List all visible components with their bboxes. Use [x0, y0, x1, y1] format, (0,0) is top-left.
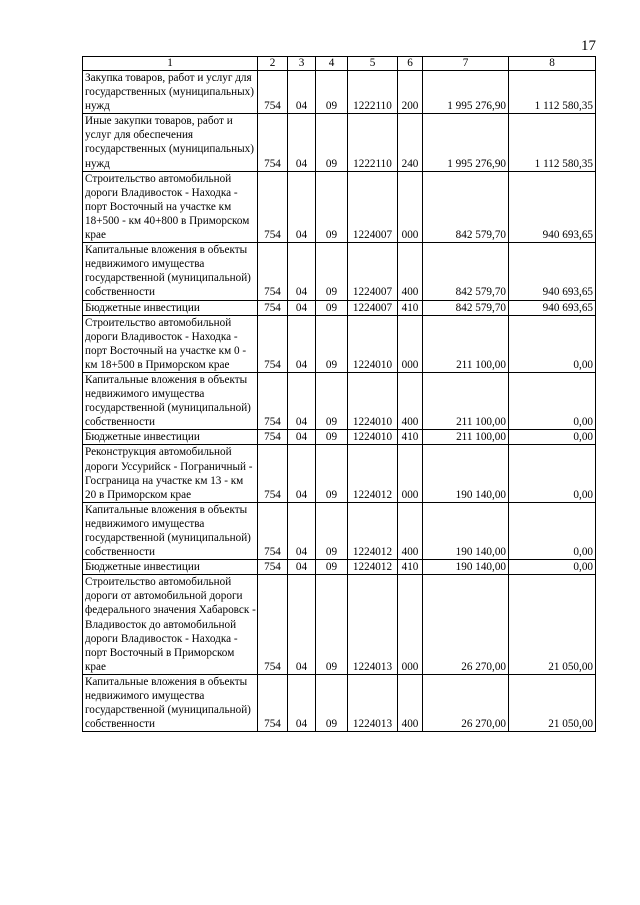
table-row [83, 315, 596, 372]
row-col6-cell: 400 [398, 243, 423, 300]
row-col5-cell: 1224007 [348, 300, 398, 315]
row-name-cell: Капитальные вложения в объекты недвижимого имущества государственной (муниципальной) собственности [83, 502, 258, 559]
row-col6-cell: 000 [398, 171, 423, 242]
row-col7-cell: 190 140,00 [423, 560, 509, 575]
row-col5-cell: 1224013 [348, 575, 398, 675]
row-col3-cell: 04 [288, 575, 316, 675]
row-col8-cell: 940 693,65 [509, 243, 596, 300]
row-col5-cell: 1224012 [348, 445, 398, 502]
row-col4-cell: 09 [316, 575, 348, 675]
header-cell: 6 [398, 57, 423, 71]
row-col7-cell: 1 995 276,90 [423, 114, 509, 171]
row-col4-cell: 09 [316, 300, 348, 315]
row-col4-cell: 09 [316, 71, 348, 114]
row-col5-cell: 1224013 [348, 674, 398, 731]
row-col2-cell: 754 [258, 560, 288, 575]
row-col7-cell: 211 100,00 [423, 315, 509, 372]
row-col3-cell: 04 [288, 114, 316, 171]
page-number: 17 [581, 38, 596, 54]
row-col3-cell: 04 [288, 300, 316, 315]
row-col2-cell: 754 [258, 372, 288, 429]
row-col5-cell: 1222110 [348, 114, 398, 171]
row-col7-cell: 26 270,00 [423, 575, 509, 675]
header-cell: 5 [348, 57, 398, 71]
row-col6-cell: 000 [398, 575, 423, 675]
row-name-cell: Закупка товаров, работ и услуг для государственных (муниципальных) нужд [83, 71, 258, 114]
row-col6-cell: 000 [398, 315, 423, 372]
row-col6-cell: 410 [398, 560, 423, 575]
row-col5-cell: 1222110 [348, 71, 398, 114]
budget-table [82, 56, 596, 732]
header-cell: 4 [316, 57, 348, 71]
row-name-cell: Капитальные вложения в объекты недвижимого имущества государственной (муниципальной) собственности [83, 372, 258, 429]
table-row [83, 502, 596, 559]
row-col5-cell: 1224010 [348, 430, 398, 445]
row-col7-cell: 842 579,70 [423, 243, 509, 300]
row-col2-cell: 754 [258, 243, 288, 300]
row-name-cell: Строительство автомобильной дороги Владивосток - Находка - порт Восточный на участке км 18+500 - км 40+800 в Приморском крае [83, 171, 258, 242]
row-name-cell: Бюджетные инвестиции [83, 430, 258, 445]
table-row [83, 300, 596, 315]
header-cell: 1 [83, 57, 258, 71]
table-row [83, 71, 596, 114]
row-col5-cell: 1224012 [348, 502, 398, 559]
table-row [83, 171, 596, 242]
row-col8-cell: 21 050,00 [509, 575, 596, 675]
row-name-cell: Капитальные вложения в объекты недвижимого имущества государственной (муниципальной) собственности [83, 243, 258, 300]
row-col7-cell: 842 579,70 [423, 300, 509, 315]
row-col5-cell: 1224007 [348, 171, 398, 242]
row-col6-cell: 410 [398, 300, 423, 315]
row-col4-cell: 09 [316, 560, 348, 575]
row-col4-cell: 09 [316, 372, 348, 429]
row-col3-cell: 04 [288, 502, 316, 559]
row-col7-cell: 26 270,00 [423, 674, 509, 731]
row-col3-cell: 04 [288, 674, 316, 731]
row-col4-cell: 09 [316, 243, 348, 300]
row-col4-cell: 09 [316, 171, 348, 242]
row-col2-cell: 754 [258, 502, 288, 559]
row-col6-cell: 240 [398, 114, 423, 171]
row-col2-cell: 754 [258, 674, 288, 731]
row-name-cell: Иные закупки товаров, работ и услуг для обеспечения государственных (муниципальных) нужд [83, 114, 258, 171]
row-col2-cell: 754 [258, 114, 288, 171]
row-col3-cell: 04 [288, 372, 316, 429]
table-row [83, 372, 596, 429]
table-row [83, 674, 596, 731]
header-cell: 2 [258, 57, 288, 71]
row-col7-cell: 211 100,00 [423, 372, 509, 429]
row-col3-cell: 04 [288, 243, 316, 300]
row-col3-cell: 04 [288, 560, 316, 575]
table-row [83, 445, 596, 502]
row-col5-cell: 1224010 [348, 315, 398, 372]
row-name-cell: Капитальные вложения в объекты недвижимого имущества государственной (муниципальной) собственности [83, 674, 258, 731]
row-col8-cell: 0,00 [509, 560, 596, 575]
row-col8-cell: 1 112 580,35 [509, 71, 596, 114]
row-col7-cell: 1 995 276,90 [423, 71, 509, 114]
row-col6-cell: 200 [398, 71, 423, 114]
row-col8-cell: 0,00 [509, 445, 596, 502]
row-col8-cell: 0,00 [509, 502, 596, 559]
table-row [83, 430, 596, 445]
header-cell: 7 [423, 57, 509, 71]
header-cell: 3 [288, 57, 316, 71]
row-col4-cell: 09 [316, 674, 348, 731]
row-col3-cell: 04 [288, 71, 316, 114]
row-col4-cell: 09 [316, 445, 348, 502]
row-name-cell: Бюджетные инвестиции [83, 300, 258, 315]
row-col6-cell: 000 [398, 445, 423, 502]
row-name-cell: Реконструкция автомобильной дороги Уссурийск - Пограничный - Госграница на участке км 13 - км 20 в Приморском крае [83, 445, 258, 502]
row-col8-cell: 940 693,65 [509, 171, 596, 242]
row-col2-cell: 754 [258, 171, 288, 242]
row-col5-cell: 1224010 [348, 372, 398, 429]
row-col3-cell: 04 [288, 315, 316, 372]
row-col7-cell: 211 100,00 [423, 430, 509, 445]
row-col2-cell: 754 [258, 445, 288, 502]
row-col8-cell: 0,00 [509, 430, 596, 445]
row-col3-cell: 04 [288, 171, 316, 242]
row-col6-cell: 400 [398, 674, 423, 731]
table-header-row [83, 57, 596, 71]
row-col4-cell: 09 [316, 430, 348, 445]
row-col7-cell: 842 579,70 [423, 171, 509, 242]
row-name-cell: Строительство автомобильной дороги Владивосток - Находка - порт Восточный на участке км 0 - км 18+500 в Приморском крае [83, 315, 258, 372]
row-col4-cell: 09 [316, 315, 348, 372]
row-col2-cell: 754 [258, 300, 288, 315]
header-cell: 8 [509, 57, 596, 71]
row-col2-cell: 754 [258, 315, 288, 372]
row-col3-cell: 04 [288, 445, 316, 502]
table-row [83, 575, 596, 675]
row-col5-cell: 1224012 [348, 560, 398, 575]
row-col2-cell: 754 [258, 575, 288, 675]
row-col7-cell: 190 140,00 [423, 502, 509, 559]
row-col8-cell: 0,00 [509, 372, 596, 429]
table-row [83, 114, 596, 171]
row-col4-cell: 09 [316, 114, 348, 171]
row-col6-cell: 400 [398, 502, 423, 559]
table-row [83, 243, 596, 300]
row-col7-cell: 190 140,00 [423, 445, 509, 502]
row-col6-cell: 410 [398, 430, 423, 445]
row-col5-cell: 1224007 [348, 243, 398, 300]
row-col2-cell: 754 [258, 71, 288, 114]
row-col3-cell: 04 [288, 430, 316, 445]
row-col8-cell: 0,00 [509, 315, 596, 372]
table-body [83, 71, 596, 732]
row-name-cell: Бюджетные инвестиции [83, 560, 258, 575]
row-col8-cell: 1 112 580,35 [509, 114, 596, 171]
row-col6-cell: 400 [398, 372, 423, 429]
row-name-cell: Строительство автомобильной дороги от автомобильной дороги федерального значения Хабаровск - Владивосток до автомобильной дороги Владивосток - Находка - порт Восточный в Приморском крае [83, 575, 258, 675]
row-col8-cell: 940 693,65 [509, 300, 596, 315]
row-col4-cell: 09 [316, 502, 348, 559]
row-col8-cell: 21 050,00 [509, 674, 596, 731]
table-row [83, 560, 596, 575]
row-col2-cell: 754 [258, 430, 288, 445]
